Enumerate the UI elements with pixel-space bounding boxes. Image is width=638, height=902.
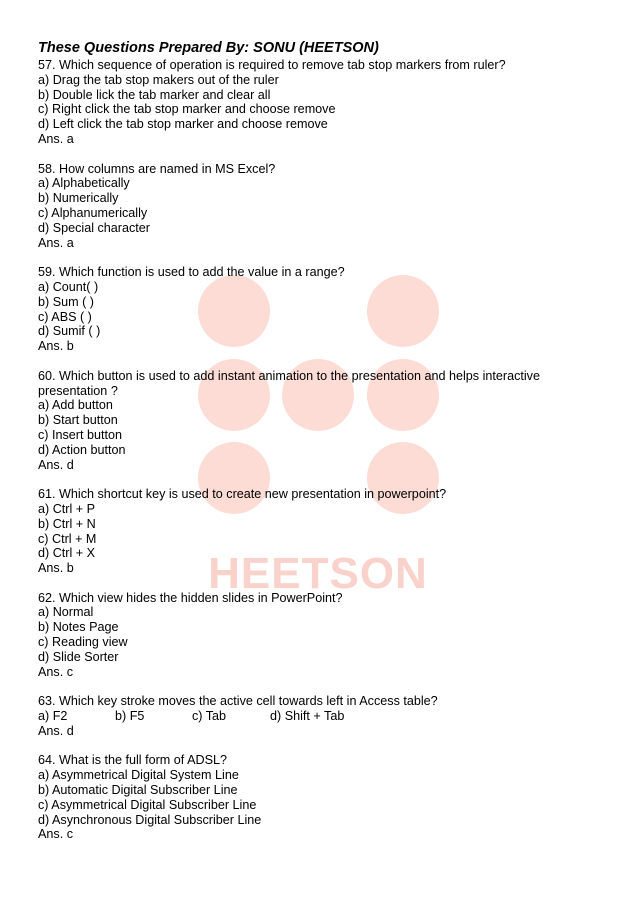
option: a) Alphabetically [38,176,130,191]
answer: Ans. c [38,827,73,842]
question-text: 57. Which sequence of operation is required to remove tab stop markers from ruler? [38,58,506,72]
option: c) Alphanumerically [38,205,148,220]
answer: Ans. d [38,723,74,738]
option: a) Normal [38,605,94,620]
question-58 [38,162,618,251]
answer: Ans. a [38,131,74,146]
option: b) F5 [115,709,145,724]
question-text: 59. Which function is used to add the value in a range? [38,265,345,280]
question-57 [38,58,618,147]
inline-options [38,709,618,724]
option: b) Numerically [38,191,119,206]
option: c) Asymmetrical Digital Subscriber Line [38,797,257,812]
option: c) Ctrl + M [38,531,97,546]
answer: Ans. b [38,339,74,354]
answer: Ans. c [38,664,73,679]
question-text: 58. How columns are named in MS Excel? [38,161,276,176]
question-60 [38,369,618,473]
watermark-text: HEETSON [208,549,428,598]
question-63 [38,694,618,738]
question-62 [38,591,618,680]
option: a) Count( ) [38,279,99,294]
question-text: 63. Which key stroke moves the active cell towards left in Access table? [38,694,438,709]
answer: Ans. a [38,235,74,250]
option: b) Start button [38,413,118,428]
question-text: 60. Which button is used to add instant animation to the presentation and helps interactive [38,368,540,383]
answer: Ans. d [38,457,74,472]
question-64 [38,753,618,842]
option: d) Asynchronous Digital Subscriber Line [38,812,262,827]
option: d) Left click the tab stop marker and choose remove [38,117,328,132]
question-text: 64. What is the full form of ADSL? [38,753,227,768]
question-text: 62. Which view hides the hidden slides in PowerPoint? [38,590,343,605]
option: c) ABS ( ) [38,309,92,324]
option: d) Shift + Tab [270,709,345,724]
option: b) Automatic Digital Subscriber Line [38,783,238,798]
option: b) Double lick the tab marker and clear all [38,87,271,102]
option: b) Notes Page [38,620,119,635]
option: c) Tab [192,709,227,724]
answer: Ans. b [38,561,74,576]
question-text-continued: presentation ? [38,383,118,398]
option: d) Action button [38,442,126,457]
option: d) Sumif ( ) [38,324,101,339]
question-page [38,40,618,857]
option: d) Ctrl + X [38,546,96,561]
option: c) Reading view [38,635,128,650]
option: a) Drag the tab stop makers out of the ruler [38,72,279,87]
option: c) Insert button [38,427,122,442]
option: c) Right click the tab stop marker and choose remove [38,102,336,117]
option: a) Ctrl + P [38,501,96,516]
question-text: 61. Which shortcut key is used to create new presentation in powerpoint? [38,487,447,502]
option: b) Ctrl + N [38,516,96,531]
question-59 [38,265,618,354]
question-61 [38,487,618,576]
option: a) Add button [38,398,113,413]
option: a) F2 [38,709,68,724]
option: a) Asymmetrical Digital System Line [38,768,239,783]
page-header: These Questions Prepared By: SONU (HEETSON) [38,40,379,56]
option: d) Slide Sorter [38,649,119,664]
option: d) Special character [38,220,150,235]
option: b) Sum ( ) [38,294,94,309]
